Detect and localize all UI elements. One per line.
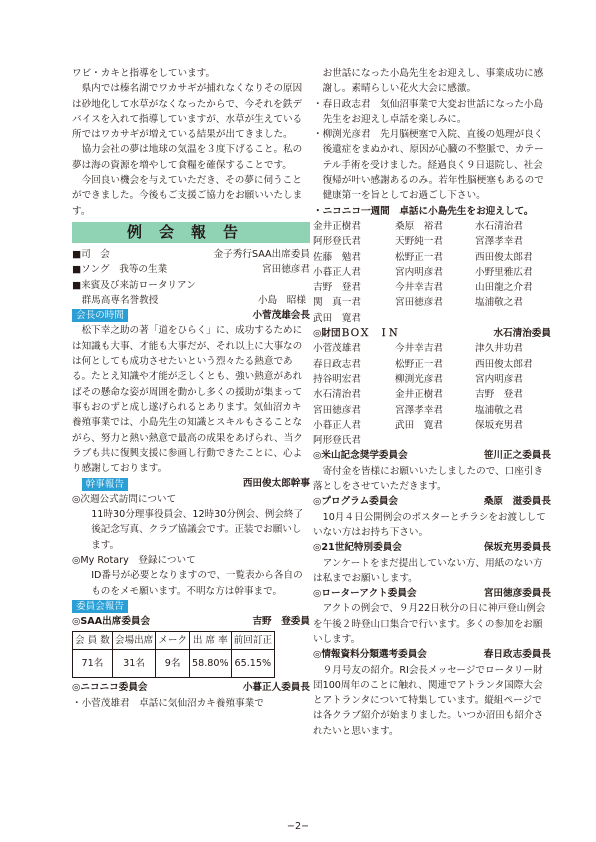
- member-name: 保坂充男君: [475, 419, 523, 431]
- member-name: 小菅茂雄君: [313, 343, 361, 355]
- member-name: 山田龍之介君: [475, 282, 533, 294]
- member-name: 阿形登氏君: [313, 435, 361, 447]
- member-name: 金井正樹君: [313, 220, 361, 232]
- page-number: −2−: [286, 821, 310, 832]
- niko-item: ・柳渕光彦君 先月脳梗塞で入院、直後の処理が良く後遺症をまぬかれ、原因が心臓の不整脈で、カテーテル手術を受けました。経過良く９日退院し、社会復帰が叶い感謝あるのみ。若年性脳梗塞もあるので健康第一を旨としてお過ごし下さい。: [313, 129, 544, 202]
- member-name: 柳渕光彦君: [395, 373, 443, 385]
- member-name: 吉野 登君: [313, 282, 361, 294]
- member-name: 宮内明彦君: [475, 373, 523, 385]
- intro-paragraph: 協力会社の夢は地球の気温を３度下げること。私の夢は海の資源を増やして食糧を確保することです。: [72, 144, 303, 171]
- info-committee: ◎情報資料分類選考委員会 春日政志委員長: [313, 649, 551, 661]
- member-name: 宮田徳彦君: [395, 297, 443, 309]
- table-row: 会 員 数 会場出席 メーク 出 席 率 前回訂正: [73, 632, 275, 650]
- niko-committee: ◎ニコニコ委員会 小暮正人委員長: [72, 682, 310, 694]
- secretary-item-head: ◎次週公式訪問について: [72, 493, 177, 505]
- attendance-table: [72, 631, 275, 678]
- member-name: 桑原 裕君: [395, 220, 443, 232]
- member-name: 吉野 登君: [475, 389, 523, 401]
- member-name: 水石清治君: [475, 220, 523, 232]
- member-name: 小暮正人君: [313, 419, 361, 431]
- member-name: 宮田徳彦君: [313, 404, 361, 416]
- program-committee: ◎プログラム委員会 桑原 滋委員長: [313, 496, 551, 508]
- member-name: 小暮正人君: [313, 266, 361, 278]
- member-name: 松野正一君: [395, 251, 443, 263]
- member-name: 小野里雅広君: [475, 266, 533, 278]
- intro-line: ワビ・カキと指導をしています。: [72, 68, 216, 79]
- member-name: 西田俊太郎君: [475, 251, 533, 263]
- committee-tag: 委員会報告: [72, 600, 128, 613]
- c21-text: アンケートをまだ提出していない方、用紙のない方は私までお願いします。: [313, 557, 543, 584]
- left-column: [72, 66, 310, 711]
- president-tag: 会長の時間: [72, 309, 128, 322]
- member-name: 武田 寛君: [313, 312, 361, 324]
- box-name-list: [313, 341, 551, 448]
- yoneyama-committee: ◎米山記念奨学委員会 笹川正之委員長: [313, 450, 551, 462]
- role-row: ■来賓及び来訪ロータリアン: [72, 279, 196, 291]
- role-row: ■司 会 金子秀行SAA出席委員: [72, 248, 310, 260]
- niko-name-list: [313, 219, 551, 326]
- secretary-item-head: ◎My Rotary 登録について: [72, 554, 196, 566]
- member-name: 塩浦敬之君: [475, 297, 523, 309]
- niko-continued: お世話になった小島先生をお迎えし、事業成功に感謝し。素晴らしい花火大会に感激。: [322, 68, 544, 95]
- act-text: アクトの例会で、９月22日秋分の日に神戸登山例会を午後２時登山口集合で行います。多くの参加をお願いします。: [313, 603, 546, 645]
- member-name: 塩浦敬之君: [475, 404, 523, 416]
- member-name: 宮澤孝幸君: [395, 404, 443, 416]
- box-committee: ◎財団ＢＯＸ ＩＮ 水石清治委員: [313, 328, 551, 340]
- secretary-name: 西田俊太郎幹事: [242, 478, 310, 490]
- saa-committee: ◎SAA出席委員会 吉野 登委員: [72, 616, 310, 628]
- secretary-header: [72, 476, 310, 491]
- secretary-item-body: ID番号が必要となりますので、一覧表から各自のものをメモ願います。不明な方は幹事まで。: [91, 570, 303, 597]
- member-name: 天野純一君: [395, 236, 443, 248]
- secretary-tag: 幹事報告: [82, 478, 128, 491]
- niko-text: ・小菅茂雄君 卓話に気仙沼カキ養殖事業で: [72, 697, 264, 709]
- member-name: 阿形登氏君: [313, 236, 361, 248]
- member-name: 宮内明彦君: [395, 266, 443, 278]
- program-text: 10月４日公開例会のポスターとチラシをお渡ししていない方はお持ち下さい。: [313, 511, 546, 538]
- c21-committee: ◎21世紀特別委員会 保坂充男委員長: [313, 542, 551, 554]
- member-name: 西田俊太郎君: [475, 358, 533, 370]
- meeting-report-banner: 例会報告: [72, 222, 310, 243]
- member-name: 関 真一君: [313, 297, 361, 309]
- niko-item: ・春日政志君 気仙沼事業で大変お世話になった小島先生をお迎えし卓話を楽しみに。: [313, 98, 544, 125]
- member-name: 今井幸吉君: [395, 343, 443, 355]
- member-name: 水石清治君: [313, 389, 361, 401]
- member-name: 宮澤孝幸君: [475, 236, 523, 248]
- president-header: [72, 308, 310, 323]
- member-name: 津久井功君: [475, 343, 523, 355]
- member-name: 金井正樹君: [395, 389, 443, 401]
- niko-week: ・ニコニコ一週間 卓話に小島先生をお迎えして。: [313, 205, 534, 217]
- yoneyama-text: 寄付金を皆様にお願いいたしましたので、口座引き落としをさせていただきます。: [313, 465, 544, 493]
- secretary-item-body: 11時30分理事役員会、12時30分例会、例会終了後記念写真、クラブ協議会です。正装でお願いします。: [91, 509, 304, 551]
- intro-paragraph: 県内では榛名湖でワカサギが捕れなくなりその原因は砂地化して水草がなくなったからで、今それを鉄デバイスを入れて指導していますが、水草が生えている所ではワカサギが増えている結果が出てきました。: [72, 83, 303, 141]
- president-text: 松下幸之助の著「道をひらく」に、成功するためには知識も大事、才能も大事だが、それ以上に大事なのは何としても成功させたいという烈々たる熱意である。たとえ知識や才能が乏しくとも、強い熱意があればその懸命な姿が周囲を動かし多くの援助が集まって事もおのずと成し遂げられるとあります。気仙沼カキ養殖事業では、小島先生の知識とスキルもさることながら、努力と熱い熱意で最高の成果をあげられ、当クラブも共に復興支援に参画し行動できたことに、心より感謝しております。: [72, 325, 303, 475]
- role-row: ■ソング 我等の生業 宮田徳彦君: [72, 264, 310, 276]
- member-name: 松野正一君: [395, 358, 443, 370]
- intro-paragraph: 今回良い機会を与えていただき、その夢に伺うことができました。今後もご支援ご協力をお願いいたします。: [72, 175, 303, 217]
- committee-header: [72, 599, 310, 614]
- act-committee: ◎ローターアクト委員会 宮田徳彦委員長: [313, 588, 551, 600]
- member-name: 持谷明宏君: [313, 373, 361, 385]
- info-text: ９月号友の紹介。RI会長メッセージでロータリー財団100周年のことに触れ、関連でアトランタ国際大会とアトランタについて特集しています。縦組ページでは各クラブ紹介が始まりました。いつか沼田も紹介されたいと思います。: [313, 664, 544, 737]
- right-column: [313, 66, 551, 739]
- president-name: 小菅茂雄会長: [252, 310, 310, 322]
- member-name: 武田 寛君: [395, 419, 443, 431]
- role-row: 群馬高専名誉教授 小島 昭様: [72, 294, 306, 306]
- member-name: 佐藤 勉君: [313, 251, 361, 263]
- table-row: 71名 31名 9名 58.80% 65.15%: [73, 650, 275, 678]
- member-name: 春日政志君: [313, 358, 361, 370]
- member-name: 今井幸吉君: [395, 282, 443, 294]
